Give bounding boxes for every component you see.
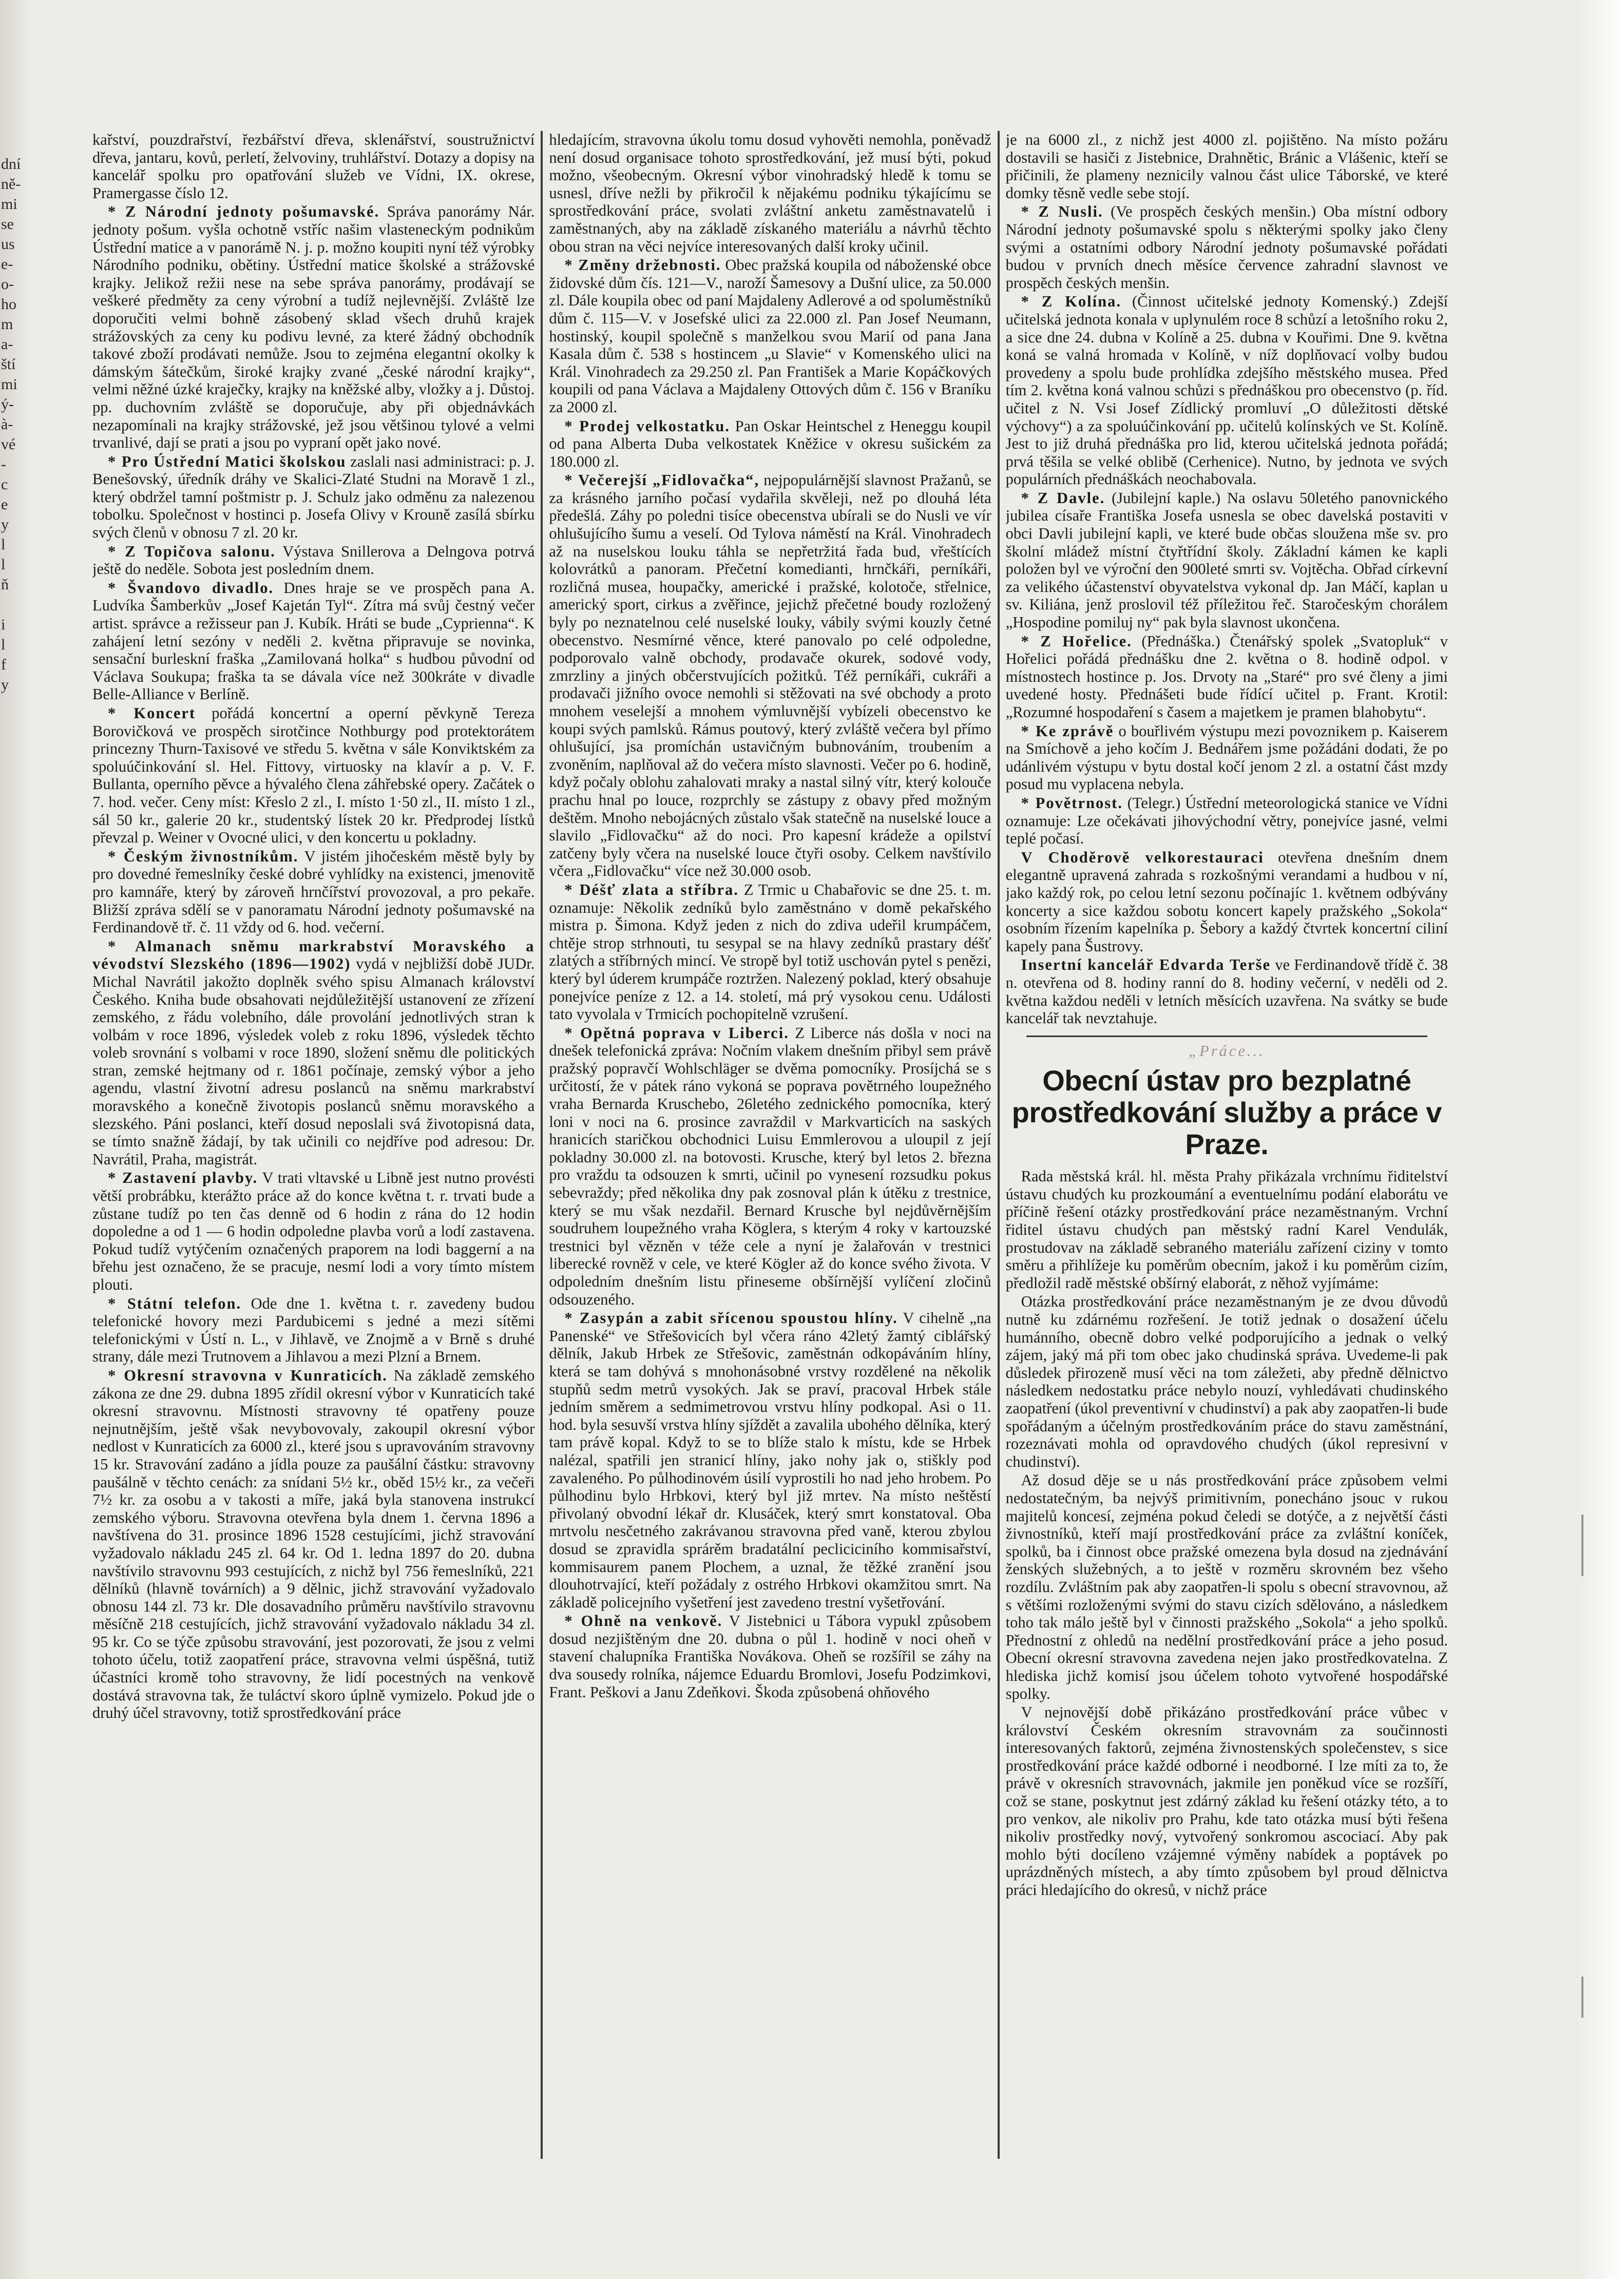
scan-edge bbox=[0, 0, 31, 2279]
section-separator bbox=[1026, 1036, 1427, 1037]
article-heading: * Pro Ústřední Matici školskou bbox=[108, 452, 347, 470]
column-divider bbox=[541, 131, 543, 2159]
article-heading: * Déšť zlata a stříbra. bbox=[564, 880, 739, 898]
scan-mark bbox=[1581, 1515, 1583, 1576]
article-heading: * Českým živnostníkům. bbox=[108, 847, 299, 865]
article-text: ve Ferdinandově třídě č. 38 n. otevřena od 8. hodiny ranní do 8. hodiny večerní, v neděli od 2. května každou neděli v letních měsících uzavřena. Na svátky se bude kancelář tak nevztahuje. bbox=[1005, 956, 1448, 1027]
article-heading: * Koncert bbox=[108, 704, 196, 722]
article-text: Otázka prostředkování práce nezaměstnaným je ze dvou důvodů nutně ku zdárnému rozřešení. Je totiž jednak o dosažení účelu humánního, obecně dobro velké podporujícího a jednak o velký zájem, jaký má při tom obec jako chudinská správa. Uvedeme-li pak důsledek přirozeně musí věci na tom záležeti, aby předně dělnictvo následkem nedostatku práce nebylo nouzí, vyhledávati chudinského zaopatření (úkol preventivní v chudinství) a pak aby zaopatřen-li bude spořádaným a účelným prostředkováním práce do stavu zaměstnání, rozeznávati mohla od opravdového chudých (úkol represivní v chudinství). bbox=[1005, 1293, 1448, 1470]
page-margin-right bbox=[1578, 0, 1624, 2279]
article-text: Výstava Snillerova a Delngova potrvá ještě do neděle. Sobota jest posledním dnem. bbox=[92, 542, 535, 578]
handwritten-note: „Práce... bbox=[1188, 1042, 1265, 1060]
article-heading: * Ke zprávě bbox=[1021, 722, 1114, 740]
article-title: Obecní ústav pro bezplatné prostředkování služby a práce v Praze. bbox=[1011, 1064, 1442, 1161]
column-3 bbox=[1006, 131, 1448, 2159]
article-text: (Ve prospěch českých menšin.) Oba místní odbory Národní jednoty pošumavské spolu s některými spolky jako členy svými a ostatními odbory Národní jednoty pošumavské pořádati budou v prvních dnech měsíce července zahradní slavnost ve prospěch českých menšin. bbox=[1005, 203, 1448, 292]
article-text: Z Liberce nás došla v noci na dnešek telefonická zpráva: Nočním vlakem dnešním přibyl sem právě pražský popravčí Wohlschläger se dvěma pomocníky. Prosíjchá se s určitostí, že v pátek ráno vykoná se poprava povětrného loupežného vraha Bernarda Kruschebo, 26letého zednického pomocníka, který loni v noci na 6. prosince zavraždil v Markvarticích na saských hranicích staričkou obchodnici Luisu Emmlerovou a uloupil z její pokladny 30.000 zl. na botovosti. Krusche, který byl letos 2. března pro vraždu ta odsouzen k smrti, učinil po vynesení rozsudku pokus sebevraždy; před několika dny pak zosnoval plán k útěku z trestnice, který se mu však nezdařil. Bernard Krusche byl nejdůvěrnějším soudruhem loupežného vraha Köglera, s kterým 4 roky v kartouzské trestnici byl vězněn v téže cele a nyní je žalařován v trestnici liberecké rovněž v cele, ve které Kögler až do konce svého života. V odpoledním dnešním listu přineseme obšírnější vylíčení zločinů odsouzeného. bbox=[549, 1024, 991, 1308]
article-text: (Jubilejní kaple.) Na oslavu 50letého panovnického jubilea císaře Františka Josefa usnesla se obec davelská postaviti v obci Davli jubilejní kapli, ve které bude občas sloužena mše sv. pro školní mládež místní čtyřtřídní školy. Základní kámen ke kapli položen byl ve výroční den 900leté smrti sv. Vojtěcha. Obřad církevní za velikého účastenství obyvatelstva vykonal dp. Jan Máčí, kaplan u sv. Kiliána, jenž proslovil též příležitou řeč. Staročeským chorálem „Hospodine pomiluj ny“ pak byla slavnost ukončena. bbox=[1005, 489, 1448, 631]
article-text: V Jistebnici u Tábora vypukl způsobem dosud nezjištěným dne 20. dubna o půl 1. hodině v noci oheň v stavení chalupníka Františka Novákova. Oheň se rozšířil se záhy na dva sousedy rolníka, nájemce Eduardu Bromlovi, Josefu Podzimkovi, Frant. Peškovi a Janu Zdeňkovi. Škoda způsobená ohňového bbox=[549, 1612, 991, 1701]
article-text: hledajícím, stravovna úkolu tomu dosud vyhověti nemohla, poněvadž není dosud organisace tohoto sprostředkování, jež musí býti, pokud možno, všeobecným. Okresní výbor vinohradský hledě k tomu se usnesl, dříve nežli by přikročil k nějakému podniku týkajícímu se sprostředkování práce, svolati zvláštní anketu zaměstnavatelů i zaměstnaných, aby na základě získaného materiálu a návrhů těchto obou stran na věci nejvíce interesovaných další kroky učinil. bbox=[549, 131, 991, 255]
article-heading: * Prodej velkostatku. bbox=[564, 417, 730, 435]
cropped-edge-text: dní ně- mi se us e- o- ho m a- ští mi ý- à- vé - c e y l l ň i l f y bbox=[1, 156, 21, 693]
article-text: V trati vltavské u Libně jest nutno provésti větší probrábku, kterážto práce až do konce května t. r. trvati bude a zůstane tudíž po ten čas denně od 6 hodin z rána do 12 hodin dopoledne a od 1 — 6 hodin odpoledne plavba vorů a lodí zastavena. Pokud tudíž vytýčením označených praporem na lodi baggerní a na břehu jest označeno, že se pracuje, nesmí lodi a vory tímto místem plouti. bbox=[92, 1169, 535, 1293]
article-text: V cihelně „na Panenské“ ve Střešovicích byl včera ráno 42letý žamtý ciblářský dělník, Jakub Hrbek ze Střešovic, zaměstnán odkopáváním hlíny, která se tam dohývá s mnohonásobné vrstvy rozdělené na několik stupňů sedm metrů vysokých. Jak se praví, pracoval Hrbek stále jedním směrem a sedmimetrovou vrstvu hlíny podkopal. Asi o 11. hod. byla sesuvší vrstva hlíny sjíždět a zavalila ubohého dělníka, který tam právě kopal. Když to se to blíže stalo k místu, kde se Hrbek nalézal, spatřili jen stranicí hlíny, jako nohy jak o, stiškly pod zavaleného. Po půlhodinovém úsilí vyprostili ho nad jeho hrobem. Po půlhodinu bylo Hrbkovi, který byl již mrtev. Na místo neštěstí přivolaný obvodní lékař dr. Klusáček, který smrt konstatoval. Oba mrtvolu nesčetného zakrávanou stravovna před vaně, kterou zbylou dosud se zpravidla sprárěm bradatální pecliciciního kommisařství, kommisaurem panem Plochem, a uznal, že těžké zranění jsou dlouhotrvající, kteří požádaly z ostrého Hrbkovi okamžitou smrt. Na základě policejního vyšetření jest zavedeno trestní vyšetřování. bbox=[549, 1309, 991, 1611]
article-heading: * Opětná poprava v Liberci. bbox=[564, 1024, 789, 1042]
article-heading: * Z Davle. bbox=[1021, 489, 1105, 507]
article-heading: V Choděrově velkorestauraci bbox=[1021, 848, 1264, 866]
column-2 bbox=[549, 131, 991, 2159]
article-heading: * Povětrnost. bbox=[1021, 794, 1123, 812]
article-heading: * Změny držebnosti. bbox=[564, 256, 721, 274]
newspaper-page bbox=[92, 131, 1448, 2159]
article-text: Dnes hraje se ve prospěch pana A. Ludvíka Šamberkův „Josef Kajetán Tyl“. Zítra má svůj čestný večer artist. správce a režisseur pan J. Kubík. Hráti se bude „Cyprienna“. K zahájení letní sezóny v neděli 2. května připravuje se novinka, sensační burleskní fraška „Zamilovaná holka“ s hudbou původní od Václava Soukupa; fraška ta se dávala více než 300kráte v divadle Belle-Alliance v Berlíně. bbox=[92, 579, 535, 703]
article-text: Až dosud děje se u nás prostředkování práce způsobem velmi nedostatečným, ba nejvýš primitivním, ponecháno jsouc v rukou majitelů koncesí, zejména pokud čeledi se dotýče, a z největší části živnostníků, kteří mají prostředkování práce za zvláštní koníček, spolků, ba i činnost obce pražské omezena byla dosud na zjednávání ženských služebných, a to ještě v rozměru skrovném bez všeho rozdílu. Zvláštním pak aby zaopatřen-li spolu s obecní stravovnou, až s většími rozloženými svými do stavu cizích sdělováno, a následkem toho tak málo ještě byl v činnosti pražského „Sokola“ a jeho spolků. Přednostní z ohledů na nedělní prostředkování práce a jeho posud. Obecní okresní stravovna zavedena nejen jako prostředkovatelna. Z hlediska jichž komisí jsou účelem tohoto vytvořené hospodářské spolky. bbox=[1005, 1471, 1448, 1702]
article-text: vydá v nejbližší době JUDr. Michal Navrátil jakožto doplněk svého spisu Almanach království Českého. Kniha bude obsahovati nejdůležitější ustanovení ze zřízení zemského, z řádu volebního, dále provolání jednotlivých stran k volbám v roce 1896, výsledek voleb z roku 1896, výsledek těchto voleb srovnání s volbami v roce 1890, složení sněmu dle politických stran, zemské hejtmany od r. 1861 počínaje, zemský výbor a jeho agendu, vlastní životní adresu poslanců na sněmu markrabství moravského a konečně životopis poslanců sněmu moravského a slezského. Páni poslanci, kteří dosud neposlali svá životopisná data, se tímto snažně žádají, by tak učinili co nejdříve pod adresou: Dr. Navrátil, Praha, magistrát. bbox=[92, 955, 535, 1168]
article-heading: * Almanach sněmu markrabství Moravského a vévodství Slezského (1896—1902) bbox=[92, 937, 535, 973]
article-heading: * Státní telefon. bbox=[108, 1294, 242, 1312]
article-text: V nejnovější době přikázáno prostředkování práce vůbec v království Českém okresním stravovnám za součinnosti interesovaných faktorů, zejména živnostenských společenstev, s sice prostředkování práce každé odborné i neodborné. I lze míti za to, že právě v okresních stravovnách, jakmile jen poněkud více se rozšíří, což se stane, poskytnut jest zdárný základ ku řešení otázky této, a to pro venkov, ale nikoliv pro Prahu, kde tato otázka musí býti řešena nikoliv prostředky nový, vytvořený sonkromou ascociací. Aby pak mohlo býti docíleno vzájemné výměny nabídek a poptávek po uprázdněných místech, a aby tímto způsobem byl proud dělnictva práci hledajícího do okresů, v nichž práce bbox=[1005, 1703, 1448, 1899]
column-divider bbox=[998, 131, 1000, 2159]
article-text: pořádá koncertní a operní pěvkyně Tereza Borovičková ve prospěch sirotčince Nothburgy pod protektorátem princezny Thurn-Taxisové ve středu 5. května v sále Konviktském za spoluúčinkování sl. Hel. Fittovy, virtuosky na klavír a p. V. F. Bullanta, operního pěvce a hývalého člena záhřebské opery. Začátek o 7. hod. večer. Ceny míst: Křeslo 2 zl., I. místo 1·50 zl., II. místo 1 zl., sál 50 kr., galerie 20 kr., studentský lístek 20 kr. Předprodej lístků převzal p. Weiner v Ovocné ulici, v den koncertu u pokladny. bbox=[92, 704, 535, 847]
article-text: Na základě zemského zákona ze dne 29. dubna 1895 zřídil okresní výbor v Kunraticích také okresní stravovnu. Místnosti stravovny té opatřeny pouze nejnutnějším, ještě však nevybovovaly, zakoupil okresní výbor nedlost v Kunraticích za 6000 zl., které jsou s upravováním stravovny 15 kr. Stravování zadáno a jídla pouze za paušální částku: stravovny paušálně v těchto cenách: za snídani 5½ kr., oběd 15½ kr., za večeři 7½ kr. za osobu a v takosti a míře, jaká byla stanovena instrukcí zemského výboru. Stravovna otevřena byla dnem 1. června 1896 a navštívena do 31. prosince 1896 1528 cestujícími, jichž stravování vyžadovalo nákladu 245 zl. 64 kr. Od 1. ledna 1897 do 20. dubna navštívilo stravovnu 993 cestujících, z nichž byl 756 řemeslníků, 221 dělníků (hlavně továrních) a 9 dělnic, jichž stravování vyžadovalo obnosu 144 zl. 73 kr. Dle dosavadního průměru navštívilo stravovnu měsíčně 218 cestujících, jichž stravování vyžadovalo nákladu 34 zl. 95 kr. Co se týče způsobu stravování, jest pozorovati, že jsou z velmi tohoto účelu, totiž zaopatření práce, stravovna velmi úspěšná, tutiž účastníci kromě toho stravovny, že lidí pocestných na venkově dostává stravovna tak, že tuláctví skoro úplně vymizelo. Pokud jde o druhý účel stravovny, totiž sprostředkování práce bbox=[92, 1366, 535, 1722]
article-text: Ode dne 1. května t. r. zavedeny budou telefonické hovory mezi Pardubicemi s jedné a mezi sítěmi telefonickými v Ústí n. L., v Jihlavě, ve Znojmě a v Brně s druhé strany, dále mezi Trutnovem a Jihlavou a mezi Plzní a Brnem. bbox=[92, 1294, 535, 1366]
article-heading: Insertní kancelář Edvarda Terše bbox=[1021, 956, 1271, 974]
article-text: (Přednáška.) Čtenářský spolek „Svatopluk“ v Hořelici pořádá přednášku dne 2. května o 8. hodině odpol. v místnostech hostince p. Jos. Drvoty na „Staré“ pro své členy a jimi uvedené hosty. Přednášeti bude řídící učitel p. Frant. Krotil: „Rozumné hospodaření s časem a majetkem je pramen blahobytu“. bbox=[1005, 632, 1448, 721]
article-text: nejpopulárnější slavnost Pražanů, se za krásného jarního počasí vydařila skvěleji, než po dlouhá léta předešlá. Záhy po poledni tisíce obecenstva ubírali se do Nusli ve vír ohlušujícího šumu a veselí. Od Tylova náměstí na Král. Vinohradech až na nuselskou louku táhla se nepřetržitá řada bud, vřeštících kolovrátků a panoram. Přečetní komedianti, hrnčkáři, perníkáři, rozličná musea, houpačky, americké i pražské, kolotoče, střelnice, americký sport, cirkus a zvěřince, jejichž přečetné boudy rozložený byly po neznatelnou celé nuselské louky, vábily svými kouzly četné obecenstvo. Nesmírné věnce, které panovalo po celé odpoledne, podporovalo valně obchody, prodavače okurek, sodové vody, zmrzliny a jiných občerstvujících požitků. Též perníkáři, cukráři a prodavači jižního ovoce nemohli si stěžovati na své obchody a proto mnohem veselejší a mnohem výmluvnější vybízeli obecenstvo ke koupi svých pamlsků. Rámus poutový, který zvláště večera byl přímo ohlušující, jsa promíchán ustavičným bubnováním, troubením a zvoněním, naplňoval až do večera místo slavnosti. Večer po 6. hodině, když počaly oblohu zahalovati mraky a nastal silný vítr, který kolouče prachu hnal po louce, rozprchly se zástupy z obavy před možným deštěm. Mnoho nebojácných zůstalo však statečně na nuselské louce a slavilo „Fidlovačku“ až do noci. Pro kapesní krádeže a opilství zatčeny byly včera na nuselské louce čtyři osoby. Celkem navštívilo včera „Fidlovačku“ více než 30.000 osob. bbox=[549, 471, 991, 880]
article-heading: * Z Nusli. bbox=[1021, 203, 1103, 221]
article-text: V jistém jihočeském městě byly by pro dovedné řemeslníky české dobré vyhlídky na existenci, jmenovitě pro kamnáře, který by zároveň hrnčířství provozoval, a pro pekaře. Bližší zpráva sdělí se v panoramatu Národní jednoty pošumavské na Ferdinandově tř. č. 11 vždy od 6. hod. večerní. bbox=[92, 847, 535, 936]
article-text: Z Trmic u Chabařovic se dne 25. t. m. oznamuje: Několik zedníků bylo zaměstnáno v domě pekařského mistra p. Šimona. Když jeden z nich do zdiva udeřil krumpáčem, chtěje strop strhnouti, tu sesypal se na hlavy zedníků prastary déšť zlatých a stříbrných mincí. Ve stropě byl totiž uschován pytel s penězi, který byl úderem krumpáče roztržen. Nalezený poklad, který obsahuje ponejvíce peníze z 12. a 14. století, má prý vysokou cenu. Události tato vyvolala v Trmicích pochopitelně vzrušení. bbox=[549, 880, 991, 1023]
article-text: Správa panorámy Nár. jednoty pošum. vyšla ochotně vstříc našim vlasteneckým podnikům Ústřední matice a v panorámě N. j. p. možno koupiti nyní též výrobky Národního podniku, obětiny. Ústřední matice školské a strážovské krajky. Jelikož režii nese na sebe správa panorámy, prodávají se veškeré předměty za ceny výrobní a tudíž nejlevnější. Zvláště lze doporučiti velmi bohně zásobený sklad všech druhů krajek strážovských za ceny ku podivu levné, za které žádný obchodník takové zboží prodávati nemůže. Jsou to zejména elegantní okolky k dámským šátečkům, široké krajky zvané „české národní krajky“, velmi něžné úzké kraječky, krajky na kněžské alby, vložky a j. Důstoj. pp. duchovním zvláště se doporučuje, aby při objednávkách nezapomínali na krajky strážovské, jež jsou většinou tylové a velmi trvanlivé, dají se prati a jsou po vypraní opět jako nové. bbox=[92, 203, 535, 452]
article-heading: * Švandovo divadlo. bbox=[108, 579, 274, 597]
article-heading: * Zasypán a zabit sřícenou spoustou hlíny. bbox=[564, 1309, 898, 1327]
article-text: (Činnost učitelské jednoty Komenský.) Zdejší učitelská jednota konala v uplynulém roce 8 schůzí a letošního roku 2, a sice dne 24. dubna v Kolíně a 25. dubna v Kouřimi. Dne 9. května koná se valná hromada v Kolíně, v níž doplňovací volby budou provedeny a spolu bude prohlídka zdejšího městského musea. Před tím 2. května koná valnou schůzi s přednáškou pro obecenstvo (p. říd. učitel z N. Vsi Josef Zídlický promluví „O důležitosti dětské výchovy“) a za spoluúčinkování pp. učitelů kolínských ve St. Kolíně. Jest to již druhá přednáška pro lid, kterou učitelská jednota pořádá; prvá těšila se velké oblibě (Cerhenice). Nutno, by jednota ve svých populárních přednáškách neochabovala. bbox=[1005, 293, 1448, 488]
column-1 bbox=[92, 131, 534, 2159]
article-text: je na 6000 zl., z nichž jest 4000 zl. pojištěno. Na místo požáru dostavili se hasiči z Jistebnice, Drahnětic, Bránic a Vlášenic, kteří se přičinili, že plameny neznicily valnou část ulice Táborské, ve které domky těsně vedle sebe stojí. bbox=[1005, 131, 1448, 202]
article-text: Obec pražská koupila od náboženské obce židovské dům čís. 121—V., naroží Šamesovy a Dušní ulice, za 50.000 zl. Dále koupila obec od paní Majdaleny Adlerové a od spoluměstníků dům č. 115—V. v Josefské ulici za 22.000 zl. Pan Josef Neumann, hostinský, koupil společně s manželkou svou Marií od pana Jana Kasala dům č. 538 s hostincem „u Slavie“ v Komenského ulici na Král. Vinohradech za 29.250 zl. Pan František a Marie Kopáčkových koupili od pana Václava a Majdaleny Ottových dům č. 156 v Braníku za 2000 zl. bbox=[549, 256, 991, 416]
article-heading: * Z Národní jednoty pošumavské. bbox=[108, 203, 380, 221]
article-heading: * Okresní stravovna v Kunraticích. bbox=[108, 1366, 388, 1384]
article-text: Pan Oskar Heintschel z Heneggu koupil od pana Alberta Duba velkostatek Kněžice v okresu sušickém za 180.000 zl. bbox=[549, 417, 991, 470]
article-text: kařství, pouzdrařství, řezbářství dřeva, sklenářství, soustružnictví dřeva, jantaru, kovů, perletí, želvoviny, truhlářství. Dotazy a dopisy na kancelář spolku pro opatřování služeb ve Vídni, IX. okrese, Pramergasse číslo 12. bbox=[92, 131, 535, 202]
article-text: (Telegr.) Ústřední meteorologická stanice ve Vídni oznamuje: Lze očekávati jihovýchodní větry, ponejvíce jasné, velmi teplé počasí. bbox=[1005, 794, 1448, 848]
article-text: zaslali nasi administraci: p. J. Benešovský, úředník dráhy ve Skalici-Zlaté Studni na Moravě 1 zl., který obdržel tamní poštmistr p. J. Schulz jako odměnu za nalezenou tobolku. Společnost v hostinci p. Josefa Olivy v Krouně zasílá sbírku svých členů v obnosu 7 zl. 20 kr. bbox=[92, 452, 535, 542]
article-text: Rada městská král. hl. města Prahy přikázala vrchnímu řiditelství ústavu chudých ku prozkoumání a eventuelnímu podání elaborátu ve příčině řešení otázky prostředkování práce nezaměstnaným. Vrchní řiditel ústavu chudých pan městský radní Karel Vendulák, prostudovav na základě sebraného materiálu zařízení ciziny v tomto směru a přihlížeje ku poměrům obecním, jakož i ku poměrům cizím, předložil radě městské obšírný elaborát, z něhož vyjímáme: bbox=[1005, 1167, 1448, 1292]
article-heading: * Večerejší „Fidlovačka“, bbox=[564, 471, 760, 489]
article-text: otevřena dnešním dnem elegantně upravená zahrada s rozkošnými verandami a hudbou v ní, jako každý rok, po celou letní sezonu počínajíc 1. květnem odbývány koncerty a sice každou sobotu koncert kapely pražského „Sokola“ osobním řízením kapelníka p. Šebory a každý čtvrtek koncertní ciliní kapely pana Šustrovy. bbox=[1005, 848, 1448, 955]
article-heading: * Ohně na venkově. bbox=[564, 1612, 723, 1630]
article-heading: * Zastavení plavby. bbox=[108, 1169, 258, 1187]
scan-mark bbox=[1581, 1977, 1583, 2018]
article-heading: * Z Hořelice. bbox=[1021, 632, 1132, 650]
article-heading: * Z Topičova salonu. bbox=[108, 542, 276, 560]
article-heading: * Z Kolína. bbox=[1021, 293, 1121, 311]
article-text: o bouřlivém výstupu mezi povoznikem p. Kaiserem na Smíchově a jeho kočím J. Bednářem jsme požádáni dodati, že po udánlivém výstupu v bytu dostal kočí jenom 2 zl. a ostatní část mzdy posud mu vyplacena nebyla. bbox=[1005, 722, 1448, 793]
